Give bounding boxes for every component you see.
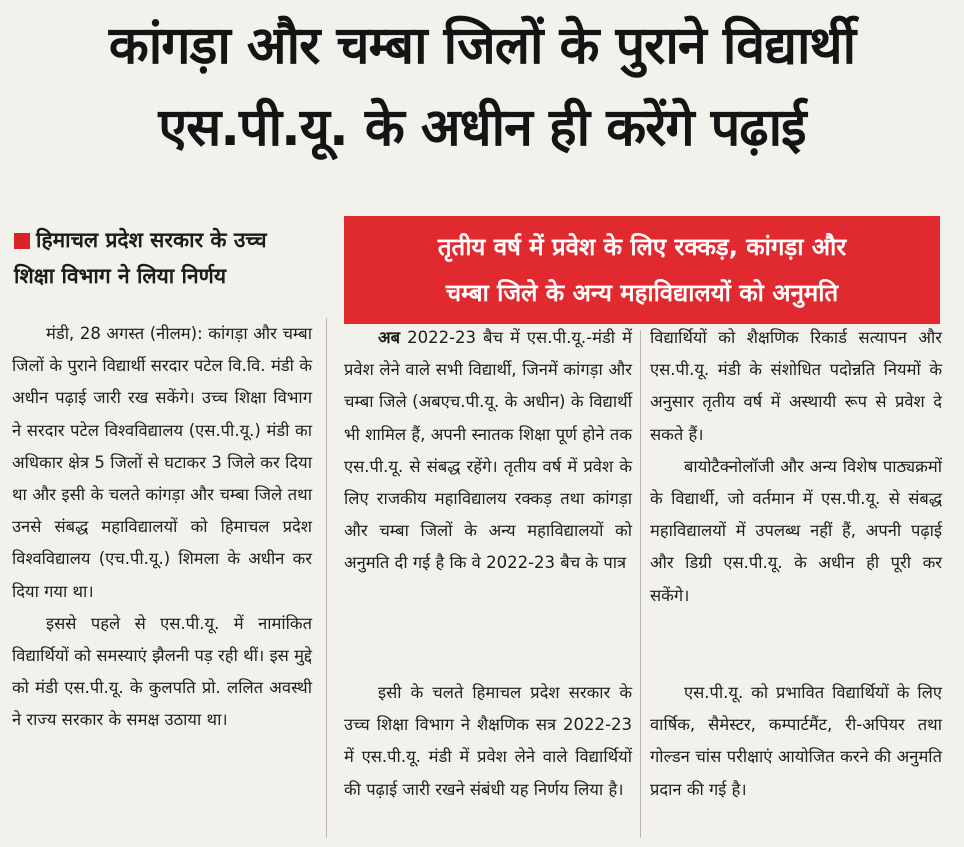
paragraph-text: 2022-23 बैच में एस.पी.यू.-मंडी में प्रवेश लेने वाले सभी विद्यार्थी, जिनमें कांगड़ा और चम्बा जिले (अबएच.पी.यू. के अधीन) के विद्यार्थी भी शामिल हैं, अपनी स्नातक शिक्षा पूर्ण होने तक एस.पी.यू. से संबद्ध रहेंगे। तृतीय वर्ष में प्रवेश के लिए राजकीय महाविद्यालय रक्कड़ तथा कांगड़ा और चम्बा जिलों के अन्य महाविद्यालयों को अनुमति दी गई है कि वे 2022-23 बैच के पात्र xyxy=(344,328,632,573)
article-column-2-continued xyxy=(344,677,632,806)
lead-word: अब xyxy=(378,328,401,347)
headline xyxy=(14,12,950,162)
article-column-3-continued xyxy=(650,677,942,806)
kicker-text: हिमाचल प्रदेश सरकार के उच्च शिक्षा विभाग ने लिया निर्णय xyxy=(14,228,267,288)
paragraph: बायोटैक्नोलॉजी और अन्य विशेष पाठ्यक्रमों के विद्यार्थी, जो वर्तमान में एस.पी.यू. से संबद्ध महाविद्यालयों में उपलब्ध नहीं हैं, अपनी पढ़ाई और डिग्री एस.पी.यू. के अधीन ही पूरी कर सकेंगे। xyxy=(650,456,942,605)
column-divider xyxy=(640,330,641,838)
paragraph: विद्यार्थियों को शैक्षणिक रिकार्ड सत्यापन और एस.पी.यू. मंडी के संशोधित पदोन्नति नियमों के अनुसार तृतीय वर्ष में अस्थायी रूप से प्रवेश दे सकते हैं। xyxy=(650,328,942,444)
subheadline-banner xyxy=(344,216,940,324)
paragraph: इसी के चलते हिमाचल प्रदेश सरकार के उच्च शिक्षा विभाग ने शैक्षणिक सत्र 2022-23 में एस.पी.यू. मंडी में प्रवेश लेने वाले विद्यार्थियों की पढ़ाई जारी रखने संबंधी यह निर्णय लिया है। xyxy=(344,683,632,799)
column-divider xyxy=(326,318,327,838)
kicker xyxy=(14,222,314,294)
article-column-1 xyxy=(12,318,312,737)
paragraph: इससे पहले से एस.पी.यू. में नामांकित विद्यार्थियों को समस्याएं झैलनी पड़ रही थीं। इस मुद्दे को मंडी एस.पी.यू. के कुलपति प्रो. ललित अवस्थी ने राज्य सरकार के समक्ष उठाया था। xyxy=(12,613,312,730)
red-square-bullet-icon xyxy=(14,233,30,249)
headline-line-2: एस.पी.यू. के अधीन ही करेंगे पढ़ाई xyxy=(158,98,806,158)
article-column-3 xyxy=(650,322,942,612)
paragraph: मंडी, 28 अगस्त (नीलम): कांगड़ा और चम्बा जिलों के पुराने विद्यार्थी सरदार पटेल वि.वि. मंडी के अधीन पढ़ाई जारी रख सकेंगे। उच्च शिक्षा विभाग ने सरदार पटेल विश्वविद्यालय (एस.पी.यू.) मंडी का अधिकार क्षेत्र 5 जिलों से घटाकर 3 जिले कर दिया था और इसी के चलते कांगड़ा और चम्बा जिले तथा उनसे संबद्ध महाविद्यालयों को हिमाचल प्रदेश विश्वविद्यालय (एच.पी.यू.) शिमला के अधीन कर दिया गया था। xyxy=(12,324,312,601)
banner-line-2: चम्बा जिले के अन्य महाविद्यालयों को अनुमति xyxy=(445,279,839,307)
banner-line-1: तृतीय वर्ष में प्रवेश के लिए रक्कड़, कांगड़ा और xyxy=(437,233,847,261)
paragraph xyxy=(344,322,632,580)
paragraph: एस.पी.यू. को प्रभावित विद्यार्थियों के लिए वार्षिक, सैमेस्टर, कम्पार्टमैंट, री-अपियर तथा गोल्डन चांस परीक्षाएं आयोजित करने की अनुमति प्रदान की गई है। xyxy=(650,683,942,799)
article-column-2 xyxy=(344,322,632,580)
headline-line-1: कांगड़ा और चम्बा जिलों के पुराने विद्यार्थी xyxy=(108,16,856,76)
